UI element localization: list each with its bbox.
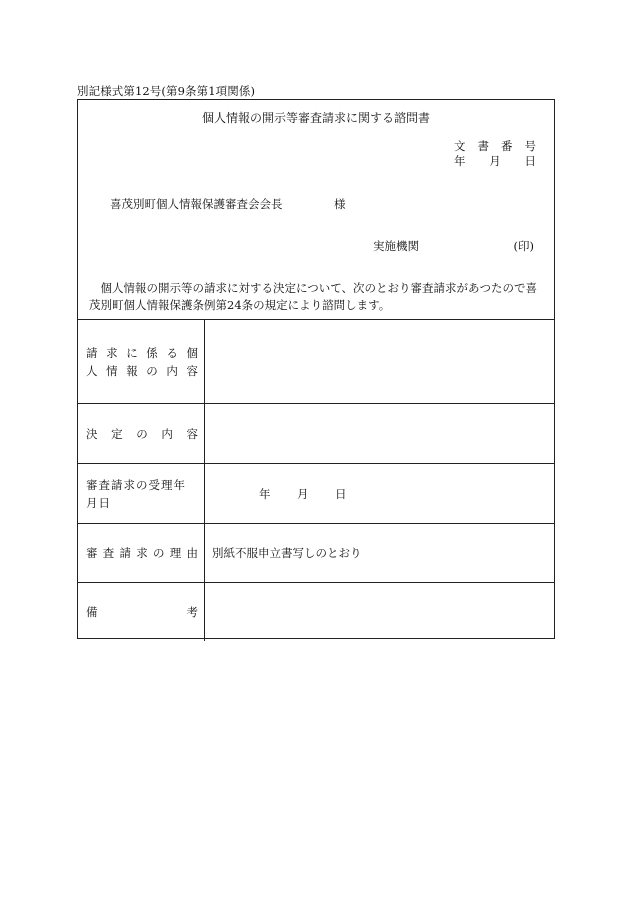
form-header [78,100,554,320]
char: 日 [524,154,536,168]
char: 審 [86,546,98,560]
char: 年 [454,154,466,168]
table-row-personal-info [78,320,554,404]
issue-date-line [454,153,536,169]
char: 内 [166,363,178,378]
char: 月 [489,154,501,168]
char: 定 [111,426,123,441]
label-line [86,362,198,380]
label-line [86,603,198,621]
char: 報 [126,363,138,378]
char: に [126,345,138,360]
char: 番 [501,139,513,153]
char: 求 [136,546,148,560]
char: 書 [477,139,489,153]
addressee: 喜茂別町個人情報保護審査会会長 [110,197,283,211]
table-row-reason [78,524,554,583]
form-title: 個人情報の開示等審査請求に関する諮問書 [201,111,430,125]
char: の [136,426,148,441]
char: 年 [259,486,271,501]
char: 日 [335,486,347,501]
row-label [78,524,205,582]
row-label [78,464,205,523]
form-identifier: 別記様式第12号(第9条第1項関係) [77,84,256,98]
row-value-date[interactable] [205,464,554,523]
row-value-field[interactable] [205,320,554,403]
row-value-field[interactable]: 別紙不服申立書写しのとおり [212,546,362,560]
char: 決 [86,426,98,441]
char: 号 [524,139,536,153]
char: 請 [119,546,131,560]
inquiry-body-text: 個人情報の開示等の請求に対する決定について、次のとおり審査請求があつたので喜茂別町個人情報保護条例第24条の規定により諮問します。 [89,281,538,312]
char: 文 [454,139,466,153]
label-line: 審査請求の受理年月日 [86,477,186,510]
char: 理 [169,546,182,560]
char: 個 [186,345,198,360]
char: 備 [86,605,98,619]
label-line [86,544,198,562]
char: 考 [186,605,198,619]
label-line [86,425,198,443]
char: 人 [86,363,98,378]
char: 求 [106,345,118,360]
char: 月 [297,486,309,501]
char: 容 [186,426,198,441]
char: る [166,345,178,360]
table-row-decision [78,404,554,464]
document-number-label [454,138,536,154]
row-value-field[interactable] [205,583,554,641]
char: の [153,546,165,560]
char: 係 [146,345,158,360]
issuing-agency-label: 実施機関 [373,239,419,253]
table-row-receipt-date [78,464,554,524]
char: 由 [186,546,198,560]
honorific: 様 [334,197,346,211]
inquiry-form [77,99,555,639]
row-value-field[interactable] [205,404,554,463]
label-line [86,344,198,362]
row-label [78,404,205,463]
char: の [146,363,158,378]
char: 容 [186,363,198,378]
char: 情 [106,363,118,378]
char: 内 [161,426,173,441]
seal-mark: (印) [513,239,534,253]
row-label [78,583,205,641]
table-row-remarks [78,583,554,641]
row-label [78,320,205,403]
char: 請 [86,345,98,360]
char: 査 [102,546,115,560]
